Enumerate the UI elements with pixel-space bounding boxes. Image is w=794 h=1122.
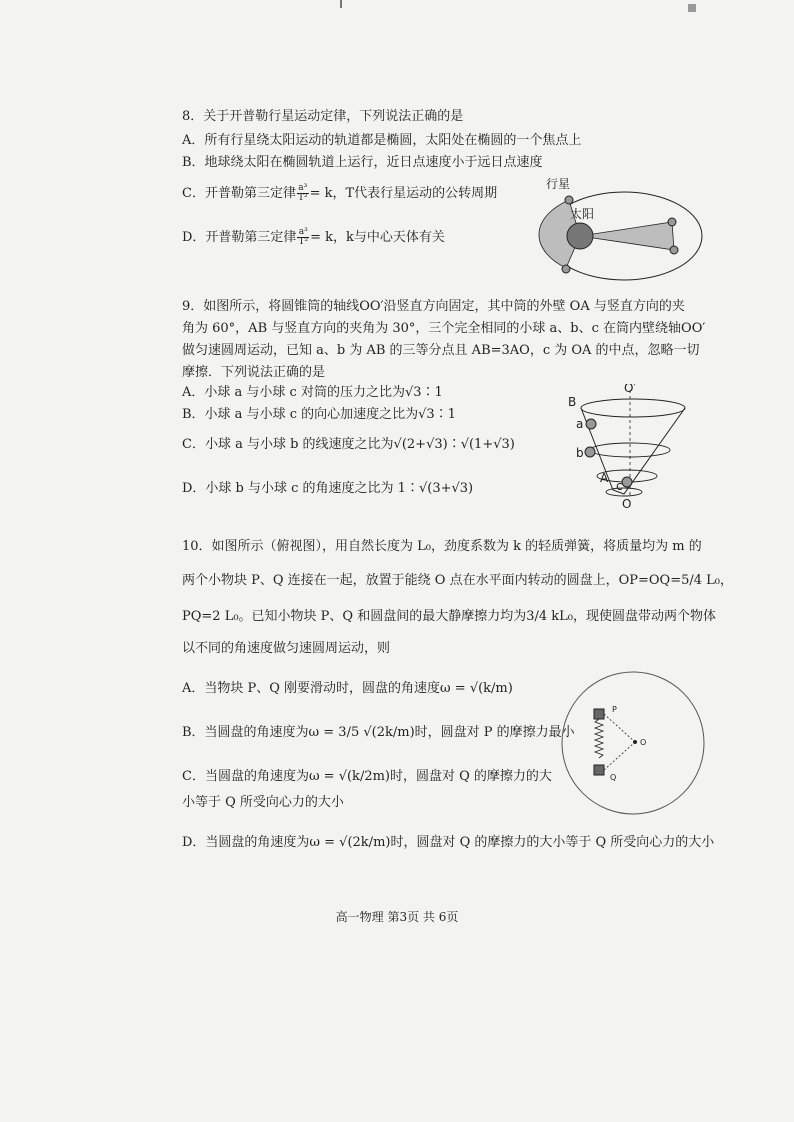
- center-point: [633, 740, 637, 744]
- label-sun: 太阳: [570, 207, 595, 221]
- q8-option-c: C．开普勒第三定律 $\frac{\text{a³}}{\text{T²}}$ = k，T代表行星运动的公转周期: [182, 183, 498, 203]
- q10-option-d: D．当圆盘的角速度为ω = √(2k/m)时，圆盘对 Q 的摩擦力的大小等于 Q 所受向心力的大小: [182, 835, 715, 850]
- q10-option-c-1: C．当圆盘的角速度为ω = √(k/2m)时，圆盘对 Q 的摩擦力的大: [182, 769, 552, 784]
- q9-stem-3: 做匀速圆周运动，已知 a、b 为 AB 的三等分点且 AB=3AO，c 为 OA 的中点，忽略一切: [182, 343, 700, 358]
- scan-mark: [340, 0, 342, 8]
- kepler-fraction: $\frac{\text{a³}}{\text{T²}}$: [297, 183, 308, 203]
- q10-stem-4: 以不同的角速度做匀速圆周运动，则: [182, 641, 391, 656]
- planet-icon: [562, 265, 570, 273]
- sun-icon: [567, 223, 593, 249]
- q9-option-c: C．小球 a 与小球 b 的线速度之比为√(2+√3)∶√(1+√3): [182, 437, 515, 452]
- label-b-point: B: [568, 395, 577, 409]
- label-o: O: [640, 738, 647, 747]
- label-o-point: O: [622, 497, 632, 511]
- scan-mark: [688, 4, 696, 12]
- label-p: P: [612, 705, 617, 714]
- q10-stem-2: 两个小物块 P、Q 连接在一起，放置于能绕 O 点在水平面内转动的圆盘上，OP=OQ=5/4 L₀，: [182, 573, 733, 588]
- label-o-prime: O′: [624, 384, 637, 395]
- ball-a: [586, 419, 596, 429]
- q9-option-a: A．小球 a 与小球 c 对筒的压力之比为√3∶1: [182, 385, 443, 400]
- block-p: [594, 709, 604, 719]
- ball-c: [622, 477, 632, 487]
- label-q: Q: [610, 773, 617, 782]
- q10-option-a: A．当物块 P、Q 刚要滑动时，圆盘的角速度ω = √(k/m): [182, 681, 513, 696]
- q9-option-b: B．小球 a 与小球 c 的向心加速度之比为√3∶1: [182, 407, 456, 422]
- q9-stem-1: 9．如图所示，将圆锥筒的轴线OO′沿竖直方向固定，其中筒的外壁 OA 与竖直方向的夹: [182, 299, 685, 314]
- label-a-ball: a: [576, 417, 584, 431]
- disc: [562, 672, 704, 814]
- kepler-fraction: $\frac{\text{a³}}{\text{T²}}$: [298, 227, 309, 247]
- q8-option-a: A．所有行星绕太阳运动的轨道都是椭圆，太阳处在椭圆的一个焦点上: [182, 133, 582, 148]
- q8-option-b: B．地球绕太阳在椭圆轨道上运行，近日点速度小于远日点速度: [182, 155, 543, 170]
- q9-option-d: D．小球 b 与小球 c 的角速度之比为 1∶√(3+√3): [182, 481, 474, 496]
- q10-stem-3: PQ=2 L₀。已知小物块 P、Q 和圆盘间的最大静摩擦力均为3/4 kL₀，现使圆盘带动两个物体: [182, 609, 716, 624]
- planet-icon: [565, 196, 573, 204]
- label-b-ball: b: [576, 446, 584, 460]
- q10-option-c-2: 小等于 Q 所受向心力的大小: [182, 795, 344, 810]
- ball-b: [585, 447, 595, 457]
- label-c-ball: c: [616, 479, 623, 493]
- planet-icon: [670, 246, 678, 254]
- label-a-point: A: [600, 471, 609, 485]
- page-footer: 高一物理 第3页 共 6页: [335, 910, 459, 924]
- planet-icon: [668, 218, 676, 226]
- q8-option-d: D．开普勒第三定律 $\frac{\text{a³}}{\text{T²}}$ = k，k与中心天体有关: [182, 227, 445, 247]
- block-q: [594, 765, 604, 775]
- q9-stem-4: 摩擦．下列说法正确的是: [182, 365, 326, 380]
- cone-figure: [538, 384, 688, 514]
- disc-figure: [558, 668, 708, 818]
- kepler-orbit-figure: [536, 176, 706, 286]
- q10-option-b: B．当圆盘的角速度为ω = 3/5 √(2k/m)时，圆盘对 P 的摩擦力最小: [182, 725, 575, 740]
- spring: [595, 719, 603, 758]
- q10-stem-1: 10．如图所示（俯视图），用自然长度为 L₀，劲度系数为 k 的轻质弹簧，将质量均为 m 的: [182, 539, 702, 554]
- label-planet: 行星: [546, 177, 571, 191]
- q8-stem: 8．关于开普勒行星运动定律，下列说法正确的是: [182, 109, 464, 124]
- swept-area-right: [580, 222, 674, 250]
- q9-stem-2: 角为 60°，AB 与竖直方向的夹角为 30°，三个完全相同的小球 a、b、c 在筒内壁绕轴OO′: [182, 321, 706, 336]
